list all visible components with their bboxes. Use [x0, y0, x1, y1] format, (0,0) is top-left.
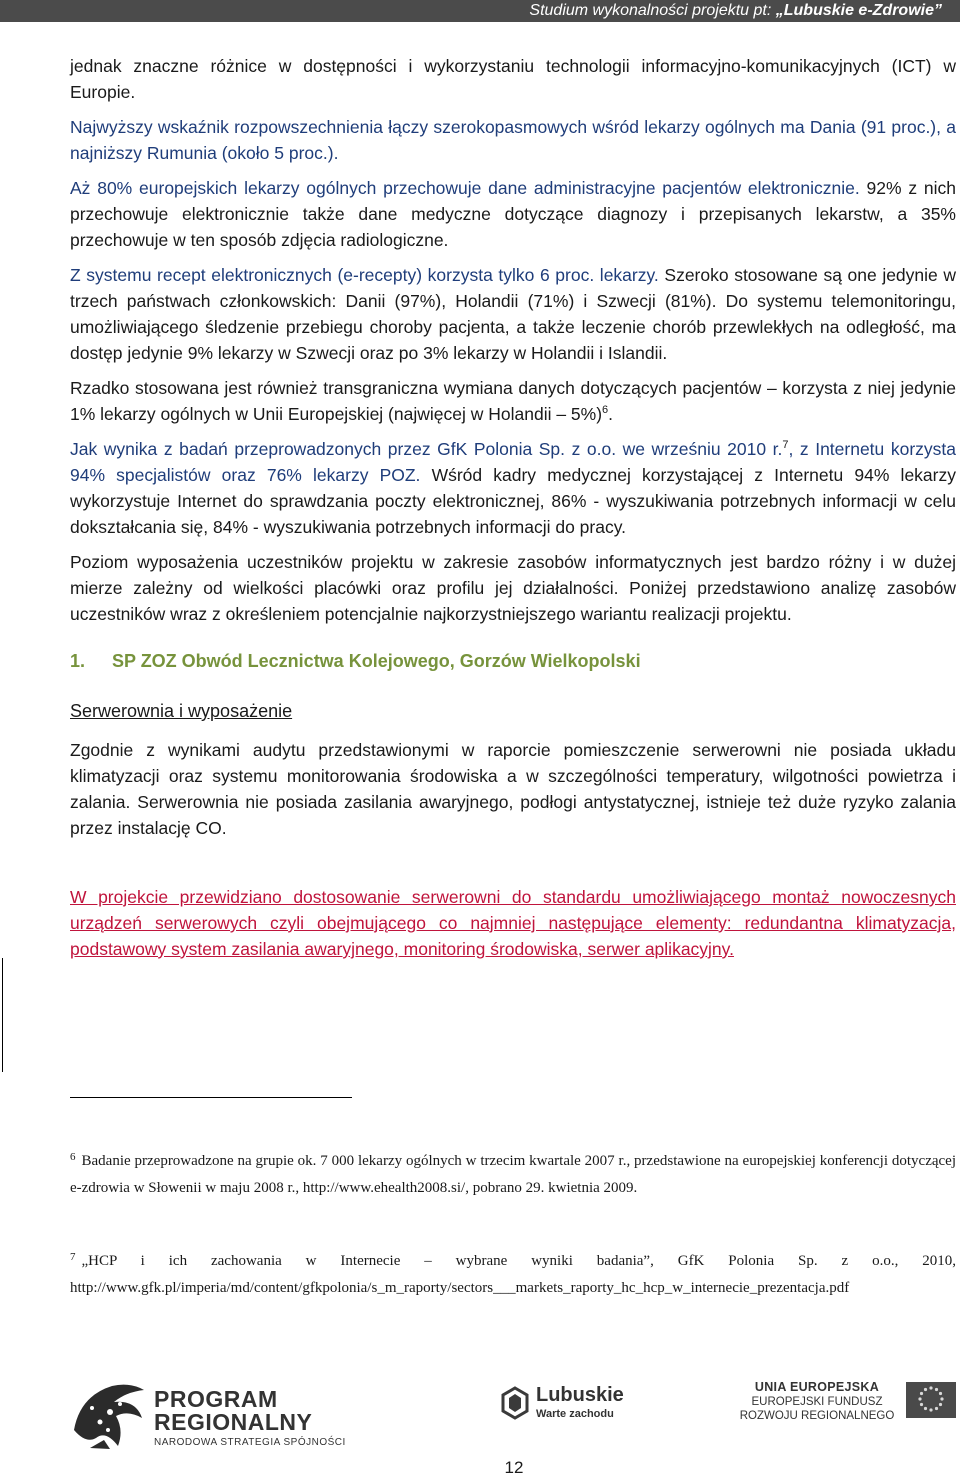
footnote-6 [70, 1148, 956, 1202]
lubuskie-logo [500, 1382, 650, 1432]
page-number: 12 [504, 1458, 524, 1477]
eu-union-line: UNIA EUROPEJSKA [754, 1380, 880, 1394]
footnote-text: „HCP i ich zachowania w Internecie – wybrane wyniki badania”, GfK Polonia Sp. z o.o., 2010, http://www.gfk.pl/imperia/md/content/gfkpolonia/s_m_raporty/sectors___markets_raporty_hc_hcp_w_internecie_prezentacja.pdf [70, 1253, 956, 1296]
erecepty-lead: Z systemu recept elektronicznych (e-recepty) korzysta tylko 6 proc. lekarzy. [70, 265, 659, 285]
lubuskie-text [536, 1382, 624, 1420]
eu-regional-line: ROZWOJU REGIONALNEGO [739, 1410, 895, 1422]
footnote-separator [70, 1097, 352, 1098]
gfk-rest: Wśród kadry medycznej korzystającej z Internetu 94% lekarzy wykorzystuje Internet do sprawdzania poczty elektronicznej, 86% - wyszukiwania potrzebnych informacji w celu dokształcania się, 84% - wyszukiwania potrzebnych informacji do pracy. [70, 465, 956, 537]
erecepty-mid: Szeroko stosowane są one jedynie w trzech państwach członkowskich: Danii (97%), Holandii (71%) i Szwecji (81%). [70, 265, 957, 311]
footnote-ref-7[interactable]: 7 [782, 439, 789, 452]
paragraph-summary: Poziom wyposażenia uczestników projektu w zakresie zasobów informatycznych jest bardzo różny i w dużej mierze zależny od wielkości placówki oraz profilu jej działalności. Poniżej przedstawiono analizę zasobów uczestników wraz z określeniem potencjalnie najkorzystniejszego wariantu realizacji projektu. [70, 552, 956, 624]
footnote-7 [70, 1248, 956, 1302]
paragraph-erecepty [70, 262, 956, 366]
program-line: PROGRAM [154, 1386, 278, 1412]
page-header [0, 0, 960, 22]
change-bar [2, 958, 3, 1072]
lubuskie-icon [500, 1386, 530, 1420]
gfk-lead: Jak wynika z badań przeprowadzonych przez GfK Polonia Sp. z o.o. we wrześniu 2010 r. [70, 439, 783, 459]
eu-fund-line: EUROPEJSKI FUNDUSZ [751, 1396, 883, 1408]
server-room-b: Serwerownia nie posiada zasilania awaryjnego, podłogi antystatycznej, istnieje też duże ryzyko zalania przez instalację CO. [70, 792, 956, 838]
paragraph-records [70, 175, 956, 253]
paragraph-gfk [70, 436, 956, 540]
main-content [70, 53, 956, 962]
strategy-line: NARODOWA STRATEGIA SPÓJNOŚCI [154, 1437, 346, 1448]
eu-flag-icon [906, 1382, 956, 1418]
header-text [529, 0, 942, 22]
eu-text [736, 1380, 898, 1423]
header-title: „Lubuskie e-Zdrowie” [775, 2, 942, 19]
footer-logos [0, 1370, 960, 1450]
section-title: SP ZOZ Obwód Lecznictwa Kolejowego, Gorzów Wielkopolski [112, 651, 641, 671]
footnote-text: Badanie przeprowadzone na grupie ok. 7 000 lekarzy ogólnych w trzecim kwartale 2007 r., przedstawione na europejskiej konferencji dotyczącej e-zdrowia w Słowenii w maju 2008 r., http://www.ehealth2008.si/, pobrano 29. kwietnia 2009. [70, 1153, 956, 1196]
erecepty-rest: Do systemu telemonitoringu, umożliwiającego śledzenie przebiegu choroby pacjenta, a także leczenie chorób przewlekłych na odległość, ma dostęp jedynie 9% lekarzy w Szwecji oraz po 3% lekarzy w Holandii i Islandii. [70, 291, 956, 363]
program-regionalny-text [154, 1388, 346, 1450]
lubuskie-name: Lubuskie [536, 1384, 624, 1406]
crossborder-end: . [608, 404, 614, 424]
crossborder-text: Rzadko stosowana jest również transgraniczna wymiana danych dotyczących pacjentów – korzysta z niej jedynie 1% lekarzy ogólnych w Unii Europejskiej (najwięcej w Holandii – 5%) [70, 378, 956, 424]
revision-text: W projekcie przewidziano dostosowanie serwerowni do standardu umożliwiającego montaż nowoczesnych urządzeń serwerowych czyli obejmującego co najmniej następujące elementy: redundantna klimatyzacja, podstawowy system zasilania awaryjnego, monitoring środowiska, serwer aplikacyjny. [70, 887, 956, 959]
paragraph-broadband: Najwyższy wskaźnik rozpowszechnienia łączy szerokopasmowych wśród lekarzy ogólnych ma Dania (91 proc.), a najniższy Rumunia (około 5 proc.). [70, 117, 956, 163]
program-regionalny-icon [70, 1378, 148, 1450]
program-regionalny-logo [70, 1378, 370, 1450]
gfk-lead-end: , z Internetu korzysta 94% specjalistów oraz 76% lekarzy POZ. [70, 439, 956, 485]
records-rest: 92% z nich przechowuje elektronicznie także dane medyczne dotyczące diagnozy i przepisanych lekarstw, a 35% przechowuje w ten sposób zdjęcia radiologiczne. [70, 178, 957, 250]
footnote-mark: 6 [70, 1151, 76, 1163]
paragraph-server-room [70, 737, 956, 841]
server-room-a: Zgodnie z wynikami audytu przedstawionymi w raporcie pomieszczenie serwerowni nie posiada układu klimatyzacji oraz systemu monitorowania środowiska a w szczególności temperatury, wilgotności powietrza i zalania. [70, 740, 956, 812]
regionalny-line: REGIONALNY [154, 1409, 313, 1435]
section-heading [70, 649, 956, 673]
subheading-server-room: Serwerownia i wyposażenie [70, 701, 293, 721]
footnote-ref-6[interactable]: 6 [602, 404, 609, 417]
paragraph-crossborder [70, 375, 956, 427]
section-number: 1. [70, 651, 86, 671]
records-lead: Aż 80% europejskich lekarzy ogólnych przechowuje dane administracyjne pacjentów elektronicznie. [70, 178, 860, 198]
eu-logo [690, 1378, 956, 1438]
lubuskie-slogan: Warte zachodu [536, 1408, 614, 1420]
footnote-mark: 7 [70, 1251, 76, 1263]
paragraph-ict: jednak znaczne różnice w dostępności i wykorzystaniu technologii informacyjno-komunikacyjnych (ICT) w Europie. [70, 56, 956, 102]
header-prefix: Studium wykonalności projektu pt: [529, 2, 776, 19]
